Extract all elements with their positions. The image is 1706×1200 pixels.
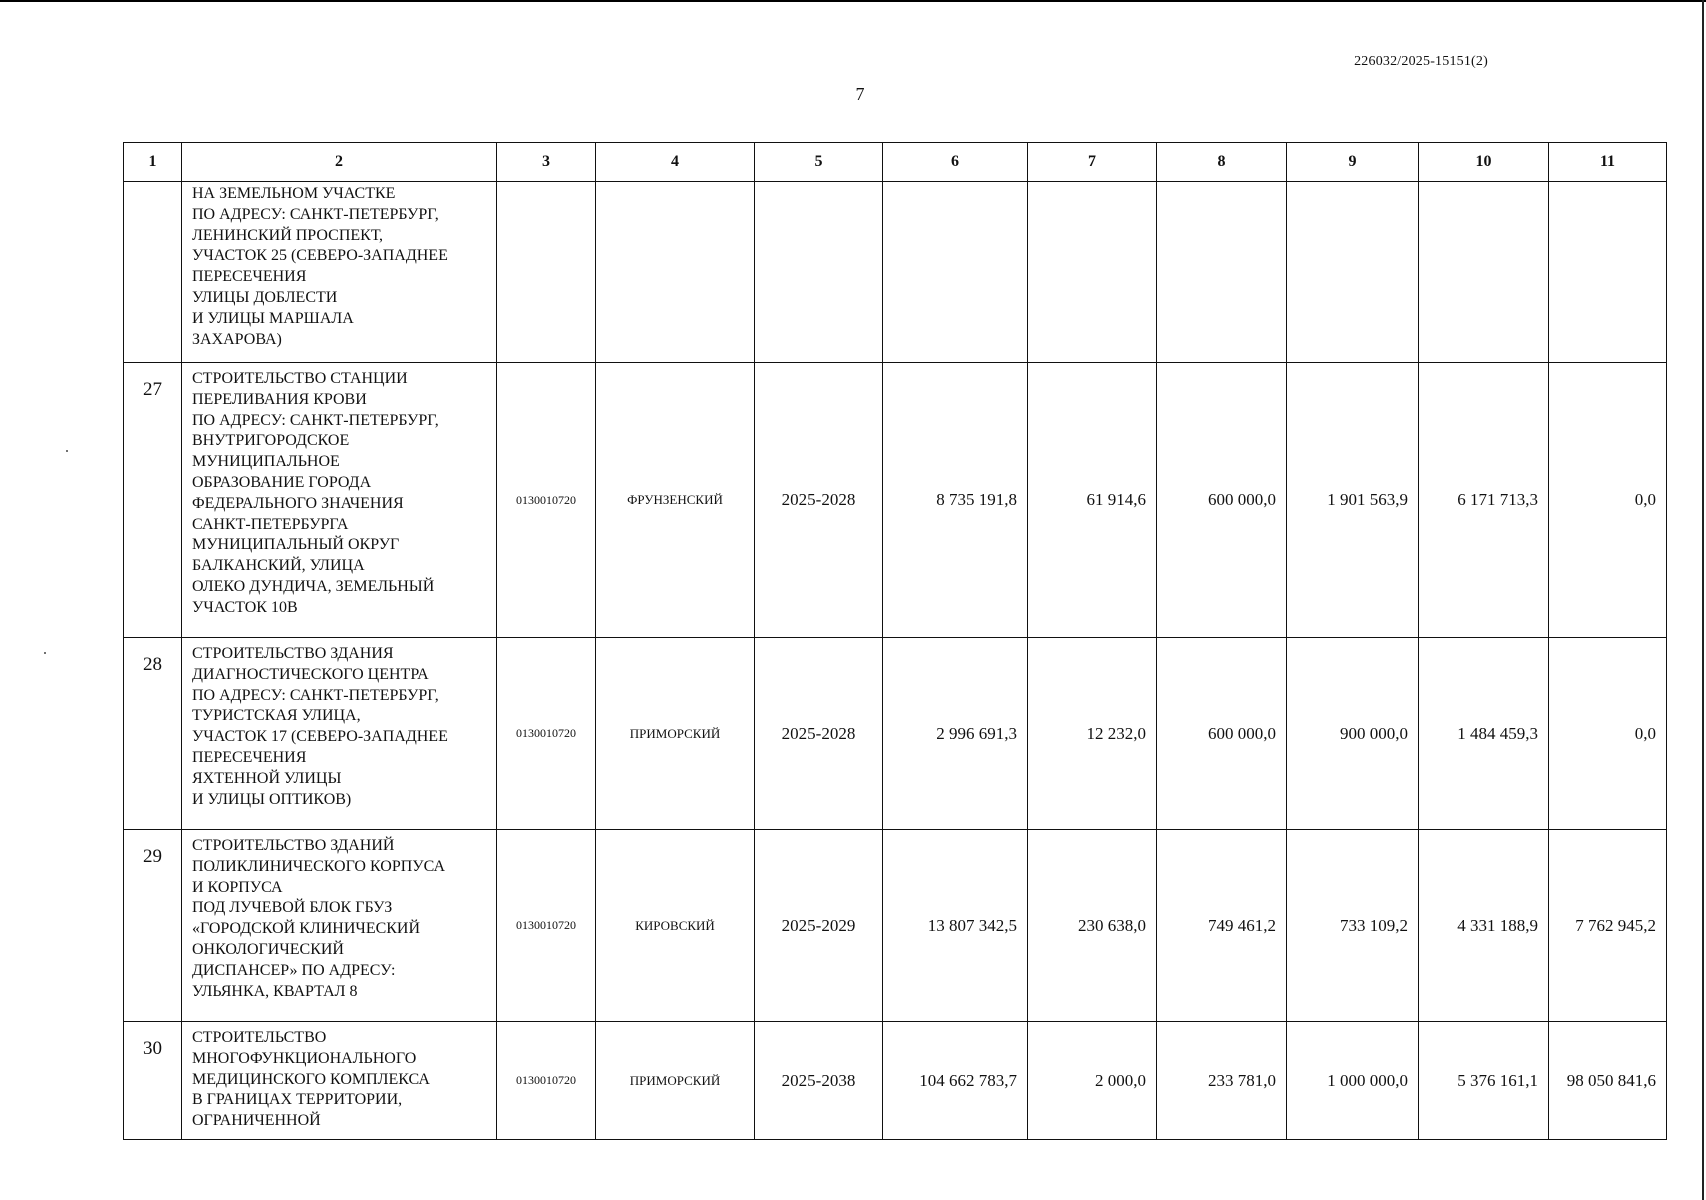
object-name-cell: НА ЗЕМЕЛЬНОМ УЧАСТКЕ ПО АДРЕСУ: САНКТ-ПЕТЕРБУРГ, ЛЕНИНСКИЙ ПРОСПЕКТ, УЧАСТОК 25 (СЕВЕРО-ЗАПАДНЕЕ ПЕРЕСЕЧЕНИЯ УЛИЦЫ ДОБЛЕСТИ И УЛИЦЫ МАРШАЛА ЗАХАРОВА) bbox=[182, 182, 497, 363]
amount-cell: 6 171 713,3 bbox=[1419, 363, 1549, 638]
table-cell bbox=[1157, 182, 1287, 363]
row-number-cell: 30 bbox=[124, 1022, 182, 1140]
table-cell bbox=[883, 182, 1028, 363]
period-cell: 2025-2038 bbox=[755, 1022, 883, 1140]
amount-cell: 0,0 bbox=[1549, 638, 1667, 830]
object-name-cell: СТРОИТЕЛЬСТВО МНОГОФУНКЦИОНАЛЬНОГО МЕДИЦИНСКОГО КОМПЛЕКСА В ГРАНИЦАХ ТЕРРИТОРИИ, ОГРАНИЧЕННОЙ bbox=[182, 1022, 497, 1140]
row-number-cell bbox=[124, 182, 182, 363]
scan-speck bbox=[44, 652, 46, 654]
budget-code-cell: 0130010720 bbox=[497, 363, 596, 638]
object-name-cell: СТРОИТЕЛЬСТВО СТАНЦИИ ПЕРЕЛИВАНИЯ КРОВИ ПО АДРЕСУ: САНКТ-ПЕТЕРБУРГ, ВНУТРИГОРОДСКОЕ МУНИЦИПАЛЬНОЕ ОБРАЗОВАНИЕ ГОРОДА ФЕДЕРАЛЬНОГО ЗНАЧЕНИЯ САНКТ-ПЕТЕРБУРГА МУНИЦИПАЛЬНЫЙ ОКРУГ БАЛКАНСКИЙ, УЛИЦА ОЛЕКО ДУНДИЧА, ЗЕМЕЛЬНЫЙ УЧАСТОК 10В bbox=[182, 363, 497, 638]
amount-cell: 600 000,0 bbox=[1157, 363, 1287, 638]
objects-table bbox=[123, 142, 1667, 1140]
amount-cell: 98 050 841,6 bbox=[1549, 1022, 1667, 1140]
table-cell bbox=[1287, 182, 1419, 363]
table-cell bbox=[497, 182, 596, 363]
row-number-cell: 29 bbox=[124, 830, 182, 1022]
table-row bbox=[124, 830, 1667, 1022]
column-header: 10 bbox=[1419, 143, 1549, 182]
amount-cell: 1 484 459,3 bbox=[1419, 638, 1549, 830]
amount-cell: 600 000,0 bbox=[1157, 638, 1287, 830]
column-header: 8 bbox=[1157, 143, 1287, 182]
amount-cell: 2 996 691,3 bbox=[883, 638, 1028, 830]
column-header: 9 bbox=[1287, 143, 1419, 182]
amount-cell: 749 461,2 bbox=[1157, 830, 1287, 1022]
table-row-continuation bbox=[124, 182, 1667, 363]
amount-cell: 12 232,0 bbox=[1028, 638, 1157, 830]
budget-code-cell: 0130010720 bbox=[497, 830, 596, 1022]
page-number: 7 bbox=[855, 84, 865, 104]
amount-cell: 7 762 945,2 bbox=[1549, 830, 1667, 1022]
amount-cell: 0,0 bbox=[1549, 363, 1667, 638]
district-cell: ФРУНЗЕНСКИЙ bbox=[596, 363, 755, 638]
amount-cell: 733 109,2 bbox=[1287, 830, 1419, 1022]
period-cell: 2025-2029 bbox=[755, 830, 883, 1022]
table-row bbox=[124, 1022, 1667, 1140]
period-cell: 2025-2028 bbox=[755, 638, 883, 830]
document-number: 226032/2025-15151(2) bbox=[1354, 54, 1488, 69]
amount-cell: 1 000 000,0 bbox=[1287, 1022, 1419, 1140]
row-number-cell: 28 bbox=[124, 638, 182, 830]
column-header: 11 bbox=[1549, 143, 1667, 182]
row-number-cell: 27 bbox=[124, 363, 182, 638]
period-cell: 2025-2028 bbox=[755, 363, 883, 638]
district-cell: КИРОВСКИЙ bbox=[596, 830, 755, 1022]
column-header: 6 bbox=[883, 143, 1028, 182]
amount-cell: 230 638,0 bbox=[1028, 830, 1157, 1022]
page-top-border bbox=[0, 0, 1706, 2]
column-header: 2 bbox=[182, 143, 497, 182]
table-row bbox=[124, 638, 1667, 830]
table-cell bbox=[1549, 182, 1667, 363]
column-header: 1 bbox=[124, 143, 182, 182]
amount-cell: 61 914,6 bbox=[1028, 363, 1157, 638]
amount-cell: 233 781,0 bbox=[1157, 1022, 1287, 1140]
column-header: 4 bbox=[596, 143, 755, 182]
budget-code-cell: 0130010720 bbox=[497, 638, 596, 830]
page-right-border bbox=[1702, 0, 1704, 1200]
table-cell bbox=[755, 182, 883, 363]
amount-cell: 900 000,0 bbox=[1287, 638, 1419, 830]
column-header: 7 bbox=[1028, 143, 1157, 182]
district-cell: ПРИМОРСКИЙ bbox=[596, 1022, 755, 1140]
table-row bbox=[124, 363, 1667, 638]
column-header: 5 bbox=[755, 143, 883, 182]
budget-code-cell: 0130010720 bbox=[497, 1022, 596, 1140]
amount-cell: 8 735 191,8 bbox=[883, 363, 1028, 638]
object-name-cell: СТРОИТЕЛЬСТВО ЗДАНИЯ ДИАГНОСТИЧЕСКОГО ЦЕНТРА ПО АДРЕСУ: САНКТ-ПЕТЕРБУРГ, ТУРИСТСКАЯ УЛИЦА, УЧАСТОК 17 (СЕВЕРО-ЗАПАДНЕЕ ПЕРЕСЕЧЕНИЯ ЯХТЕННОЙ УЛИЦЫ И УЛИЦЫ ОПТИКОВ) bbox=[182, 638, 497, 830]
amount-cell: 13 807 342,5 bbox=[883, 830, 1028, 1022]
object-name-cell: СТРОИТЕЛЬСТВО ЗДАНИЙ ПОЛИКЛИНИЧЕСКОГО КОРПУСА И КОРПУСА ПОД ЛУЧЕВОЙ БЛОК ГБУЗ «ГОРОДСКОЙ КЛИНИЧЕСКИЙ ОНКОЛОГИЧЕСКИЙ ДИСПАНСЕР» ПО АДРЕСУ: УЛЬЯНКА, КВАРТАЛ 8 bbox=[182, 830, 497, 1022]
amount-cell: 1 901 563,9 bbox=[1287, 363, 1419, 638]
scan-speck bbox=[66, 450, 68, 452]
district-cell: ПРИМОРСКИЙ bbox=[596, 638, 755, 830]
table-cell bbox=[1419, 182, 1549, 363]
amount-cell: 4 331 188,9 bbox=[1419, 830, 1549, 1022]
table-cell bbox=[596, 182, 755, 363]
amount-cell: 2 000,0 bbox=[1028, 1022, 1157, 1140]
amount-cell: 5 376 161,1 bbox=[1419, 1022, 1549, 1140]
amount-cell: 104 662 783,7 bbox=[883, 1022, 1028, 1140]
table-cell bbox=[1028, 182, 1157, 363]
column-header: 3 bbox=[497, 143, 596, 182]
table-header-row bbox=[124, 143, 1667, 182]
